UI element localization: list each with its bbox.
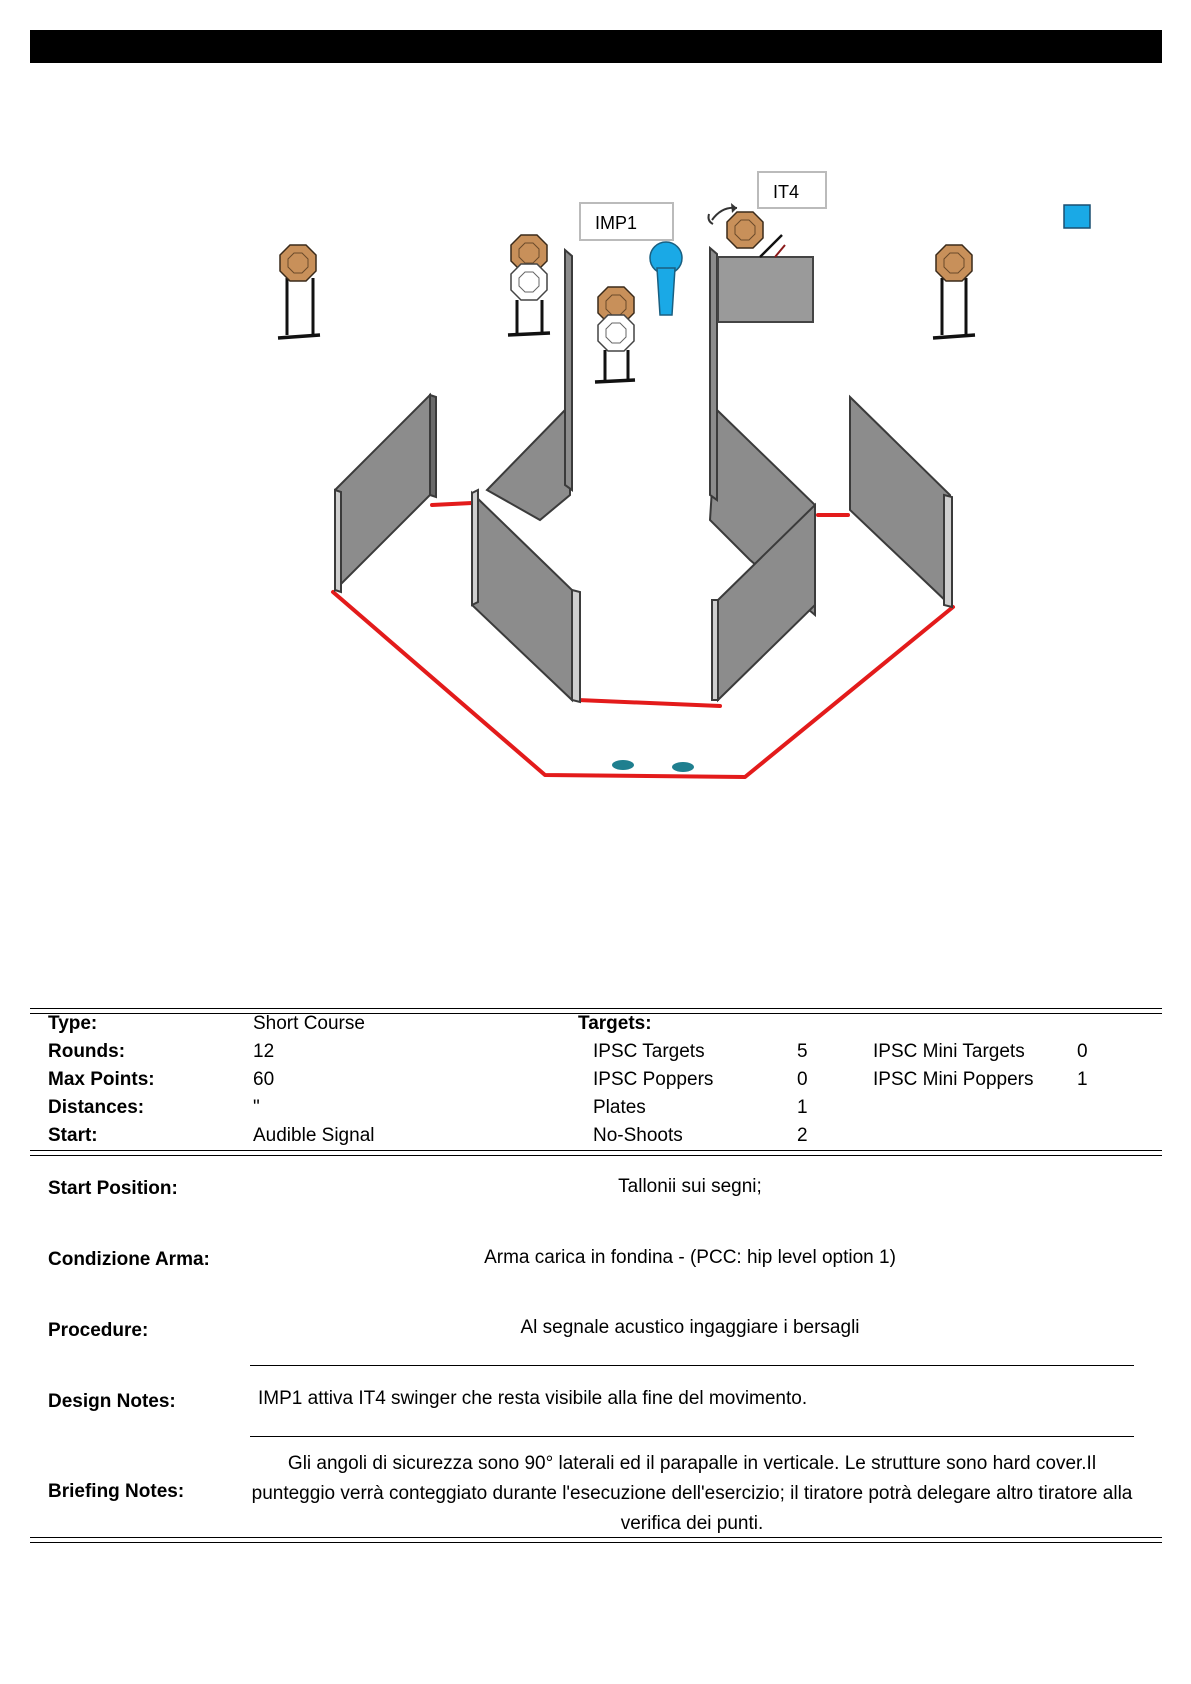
procedure-value: Al segnale acustico ingaggiare i bersagli <box>520 1317 860 1338</box>
briefing-value: Gli angoli di sicurezza sono 90° laterali ed il parapalle in verticale. Le strutture sono hard cover.Il punteggio verrà conteggiato durante l'esecuzione dell'esercizio; il tiratore potrà delegare altro tiratore alla verifica dei punti. <box>251 1453 1133 1534</box>
start-label: Start: <box>48 1125 98 1146</box>
target-imp1-popper <box>650 242 682 315</box>
table-top-rule-1 <box>30 1008 1162 1009</box>
wall-left-front <box>472 490 580 702</box>
table-bottom-rule-1 <box>30 1537 1162 1538</box>
type-value: Short Course <box>253 1013 365 1034</box>
rounds-label: Rounds: <box>48 1041 126 1062</box>
wall-right-outer <box>850 397 952 607</box>
target-row-count: 1 <box>797 1097 808 1118</box>
briefing-label: Briefing Notes: <box>48 1481 185 1502</box>
label-it4 <box>758 172 826 208</box>
table-mid-rule-2 <box>30 1155 1162 1156</box>
target-row-name: No-Shoots <box>593 1125 683 1146</box>
target-row-count: 5 <box>797 1041 808 1062</box>
wall-left-outer <box>335 395 436 592</box>
target-row-count: 0 <box>797 1069 808 1090</box>
condizione-value: Arma carica in fondina - (PCC: hip level option 1) <box>484 1247 896 1268</box>
design-label: Design Notes: <box>48 1391 176 1412</box>
start-position-value: Tallonii sui segni; <box>618 1176 762 1197</box>
design-rule-top <box>250 1365 1134 1366</box>
target-center-pair <box>595 287 635 382</box>
condizione-label: Condizione Arma: <box>48 1249 210 1270</box>
type-label: Type: <box>48 1013 98 1034</box>
distances-value: " <box>253 1097 260 1118</box>
maxpoints-label: Max Points: <box>48 1069 155 1090</box>
plate-marker <box>1064 205 1090 228</box>
fault-lines <box>333 503 953 777</box>
label-imp1-text: IMP1 <box>595 213 638 233</box>
start-marks <box>612 760 694 772</box>
target-row-name: IPSC Targets <box>593 1041 705 1062</box>
table-bottom-rule-2 <box>30 1542 1162 1543</box>
maxpoints-value: 60 <box>253 1069 275 1090</box>
target-row-name: Plates <box>593 1097 646 1118</box>
target-far-right <box>933 245 975 338</box>
start-value: Audible Signal <box>253 1125 375 1146</box>
target-it4-swinger <box>709 203 764 248</box>
label-it4-text: IT4 <box>773 182 800 202</box>
label-imp1 <box>580 203 673 240</box>
corridor-walls <box>565 248 717 500</box>
start-position-label: Start Position: <box>48 1178 178 1199</box>
procedure-label: Procedure: <box>48 1320 149 1341</box>
mini-row-count: 0 <box>1077 1041 1088 1062</box>
briefing-rule-top <box>250 1436 1134 1437</box>
target-left-pair <box>508 235 550 335</box>
target-row-count: 2 <box>797 1125 808 1146</box>
target-row-name: IPSC Poppers <box>593 1069 714 1090</box>
swinger-box <box>718 257 813 322</box>
mini-row-name: IPSC Mini Targets <box>873 1041 1025 1062</box>
table-mid-rule-1 <box>30 1150 1162 1151</box>
distances-label: Distances: <box>48 1097 145 1118</box>
wall-left-inner-back <box>487 410 570 520</box>
target-far-left <box>278 245 320 338</box>
rounds-value: 12 <box>253 1041 275 1062</box>
targets-heading: Targets: <box>578 1013 652 1034</box>
mini-row-count: 1 <box>1077 1069 1088 1090</box>
mini-row-name: IPSC Mini Poppers <box>873 1069 1034 1090</box>
design-value: IMP1 attiva IT4 swinger che resta visibile alla fine del movimento. <box>258 1388 808 1409</box>
